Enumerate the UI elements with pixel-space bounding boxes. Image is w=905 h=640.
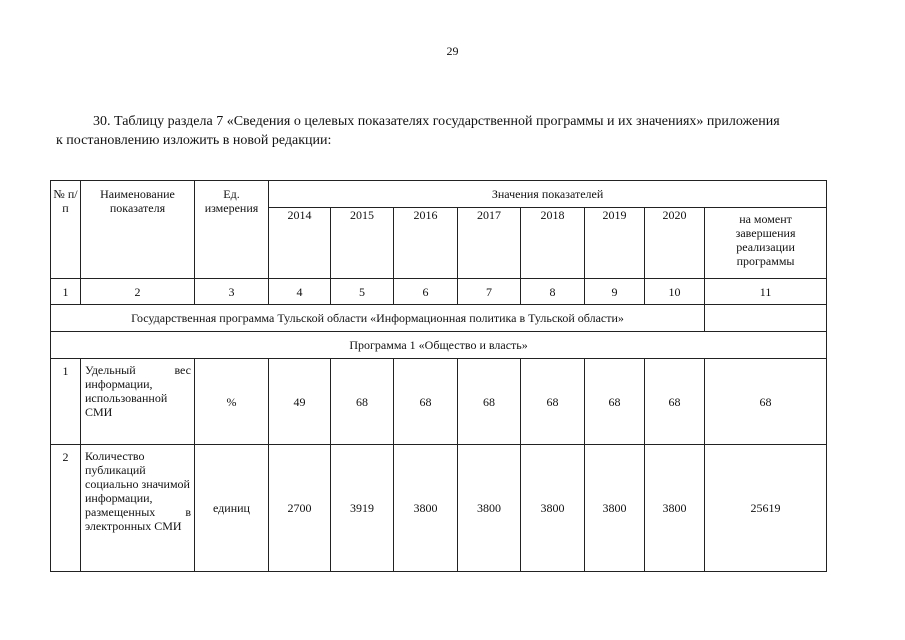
row-value: 3800 (585, 445, 645, 572)
row-value: 3800 (394, 445, 458, 572)
header-year: 2017 (458, 208, 521, 279)
header-year: 2016 (394, 208, 458, 279)
row-name-part: вес (174, 363, 191, 377)
header-values-group: Значения показателей (269, 181, 827, 208)
row-value: 3800 (521, 445, 585, 572)
col-number: 9 (585, 279, 645, 305)
table-row (51, 359, 827, 445)
row-name-part: размещенных (85, 505, 156, 519)
intro-line-2: к постановлению изложить в новой редакции: (56, 133, 332, 148)
row-name-part: информации, использованной СМИ (85, 377, 168, 419)
row-unit: единиц (195, 445, 269, 572)
row-name-part: в (185, 505, 191, 519)
row-value: 3919 (331, 445, 394, 572)
row-value: 2700 (269, 445, 331, 572)
row-value: 68 (585, 359, 645, 445)
col-number: 6 (394, 279, 458, 305)
row-value: 3800 (645, 445, 705, 572)
row-num: 1 (51, 359, 81, 445)
col-number: 1 (51, 279, 81, 305)
col-number: 4 (269, 279, 331, 305)
row-name-part: Удельный (85, 363, 136, 377)
table-row (51, 445, 827, 572)
header-year: 2019 (585, 208, 645, 279)
program-title: Государственная программа Тульской области «Информационная политика в Тульской области» (51, 305, 705, 332)
row-value: 68 (331, 359, 394, 445)
col-number: 10 (645, 279, 705, 305)
program-title-empty (705, 305, 827, 332)
intro-line-1: 30. Таблицу раздела 7 «Сведения о целевых показателях государственной программы и их значениях» приложения (93, 114, 780, 129)
row-value: 68 (521, 359, 585, 445)
header-final: на момент завершения реализации программы (705, 208, 827, 279)
col-number: 7 (458, 279, 521, 305)
row-final: 68 (705, 359, 827, 445)
row-value: 3800 (458, 445, 521, 572)
row-value: 68 (645, 359, 705, 445)
col-number: 5 (331, 279, 394, 305)
row-name-part: Количество публикаций социально значимой информации, (85, 449, 190, 505)
col-number: 3 (195, 279, 269, 305)
row-unit: % (195, 359, 269, 445)
intro-paragraph (56, 112, 836, 150)
indicators-table (50, 180, 827, 572)
row-name (81, 359, 195, 445)
col-number: 2 (81, 279, 195, 305)
header-year: 2015 (331, 208, 394, 279)
header-year: 2014 (269, 208, 331, 279)
header-num: № п/п (51, 181, 81, 279)
row-name-part: электронных СМИ (85, 519, 182, 533)
row-final: 25619 (705, 445, 827, 572)
header-year: 2018 (521, 208, 585, 279)
row-value: 49 (269, 359, 331, 445)
page-number: 29 (446, 44, 459, 58)
row-num: 2 (51, 445, 81, 572)
header-name: Наименование показателя (81, 181, 195, 279)
row-name (81, 445, 195, 572)
header-unit: Ед. измерения (195, 181, 269, 279)
col-number: 8 (521, 279, 585, 305)
header-year: 2020 (645, 208, 705, 279)
row-value: 68 (458, 359, 521, 445)
subprogram-title: Программа 1 «Общество и власть» (51, 332, 827, 359)
row-value: 68 (394, 359, 458, 445)
col-number: 11 (705, 279, 827, 305)
